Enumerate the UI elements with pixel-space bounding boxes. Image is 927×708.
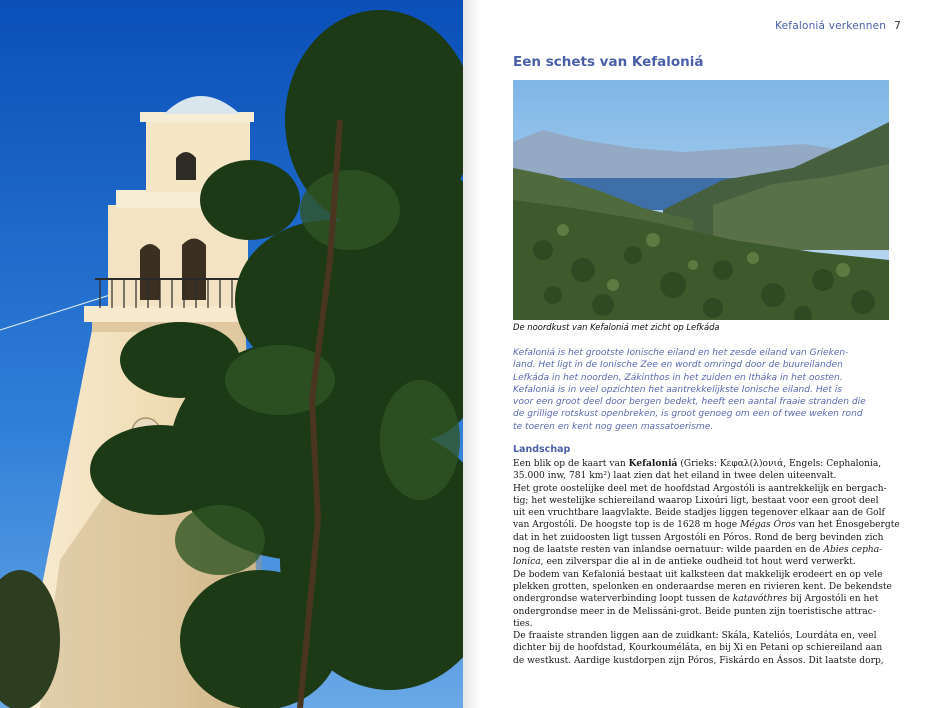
intro-line: land. Het ligt in de Ionische Zee en wordt omringd door de buureilanden bbox=[513, 360, 843, 371]
bell-tower-illustration bbox=[0, 0, 463, 708]
body-line bbox=[513, 593, 883, 605]
body-line: De fraaiste stranden liggen aan de zuidkant: Skála, Kateliós, Lourdáta en, veel bbox=[513, 631, 877, 642]
body-line bbox=[513, 519, 900, 531]
body-bold-term: Kefaloniá bbox=[628, 458, 678, 469]
body-text-span: nog de laatste resten van inlandse oernatuur: wilde paarden en de bbox=[513, 545, 824, 556]
bell-tower-photo bbox=[0, 0, 463, 708]
body-text-span: bij Argostóli en het bbox=[787, 594, 879, 605]
intro-line: te toeren en kent nog geen massatoerisme. bbox=[513, 421, 714, 432]
intro-line: voor een groot deel door bergen bedekt, heeft een aantal fraaie stranden die bbox=[513, 397, 866, 408]
body-text-span: van Argostóli. De hoogste top is de 1628 m hoge bbox=[513, 520, 741, 531]
intro-line: de grillige rotskust openbreken, is groot genoeg om een of twee weken rond bbox=[513, 409, 863, 420]
body-line: ondergrondse meer in de Melissáni-grot. Beide punten zijn toeristische attrac- bbox=[513, 606, 876, 617]
body-text-span: ondergrondse waterverbinding loopt tussen de bbox=[513, 594, 733, 605]
body-italic-term: Mégas Óros bbox=[740, 520, 796, 531]
section-heading: Landschap bbox=[513, 444, 571, 455]
running-head-title: Kefaloniá verkennen bbox=[775, 20, 887, 32]
body-line: De bodem van Kefaloniá bestaat uit kalksteen dat makkelijk erodeert en op vele bbox=[513, 569, 883, 580]
right-page bbox=[463, 0, 927, 708]
body-line: Het grote oostelijke deel met de hoofdstad Argostóli is aantrekkelijk en bergach- bbox=[513, 483, 887, 494]
body-text bbox=[513, 458, 900, 667]
body-text-span: , een zilverspar die al in de antieke oudheid tot hout werd verwerkt. bbox=[540, 557, 856, 568]
intro-line: Kefaloniá is het grootste Ionische eiland en het zesde eiland van Grieken- bbox=[513, 348, 849, 358]
body-line: uit een vruchtbare laagvlakte. Beide stadjes liggen tegenover elkaar aan de Golf bbox=[513, 508, 885, 519]
body-line: ties. bbox=[513, 618, 533, 629]
body-line bbox=[513, 544, 883, 556]
body-line: dat in het zuidoosten ligt tussen Argostóli en Póros. Rond de berg bevinden zich bbox=[513, 532, 884, 543]
body-text-span: (Grieks: Κεφαλ(λ)ονιά, Engels: Cephalonia, bbox=[677, 459, 882, 469]
body-line: plekken grotten, spelonken en onderaardse meren en rivieren kent. De bekendste bbox=[513, 581, 892, 592]
intro-paragraph bbox=[513, 347, 881, 433]
intro-line: Kefaloniá is in veel opzichten het aantrekkelijkste Ionische eiland. Het is bbox=[513, 384, 842, 395]
body-line bbox=[513, 556, 883, 568]
body-line: dichter bij de hoofdstad, Kourkouméláta, en bij Xi en Petani op schiereiland aan bbox=[513, 643, 883, 654]
chapter-title: Een schets van Kefaloniá bbox=[513, 54, 704, 70]
body-line bbox=[513, 458, 883, 470]
intro-line: Lefkáda in het noorden, Zákinthos in het zuiden en Itháka in het oosten. bbox=[513, 372, 843, 383]
body-italic-term: katavóthres bbox=[732, 594, 788, 605]
running-head bbox=[775, 20, 901, 32]
coast-photo bbox=[513, 80, 889, 320]
coast-landscape-illustration bbox=[513, 80, 889, 320]
body-line: de westkust. Aardige kustdorpen zijn Póros, Fiskárdo en Ássos. Dit laatste dorp, bbox=[513, 655, 884, 666]
photo-caption: De noordkust van Kefaloniá met zicht op Lefkáda bbox=[513, 322, 720, 332]
body-text-span: van het Énosgebergte bbox=[795, 520, 900, 531]
body-line: 35.000 inw, 781 km²) laat zien dat het eiland in twee delen uiteenvalt. bbox=[513, 471, 837, 482]
body-text-span: Een blik op de kaart van bbox=[513, 459, 629, 469]
body-line: tig; het westelijke schiereiland waarop Lixoúri ligt, bestaat voor een groot deel bbox=[513, 495, 879, 506]
page-number: 7 bbox=[894, 20, 901, 32]
body-italic-term: Abies cepha- bbox=[823, 545, 883, 556]
body-italic-term: lonica bbox=[513, 557, 541, 568]
